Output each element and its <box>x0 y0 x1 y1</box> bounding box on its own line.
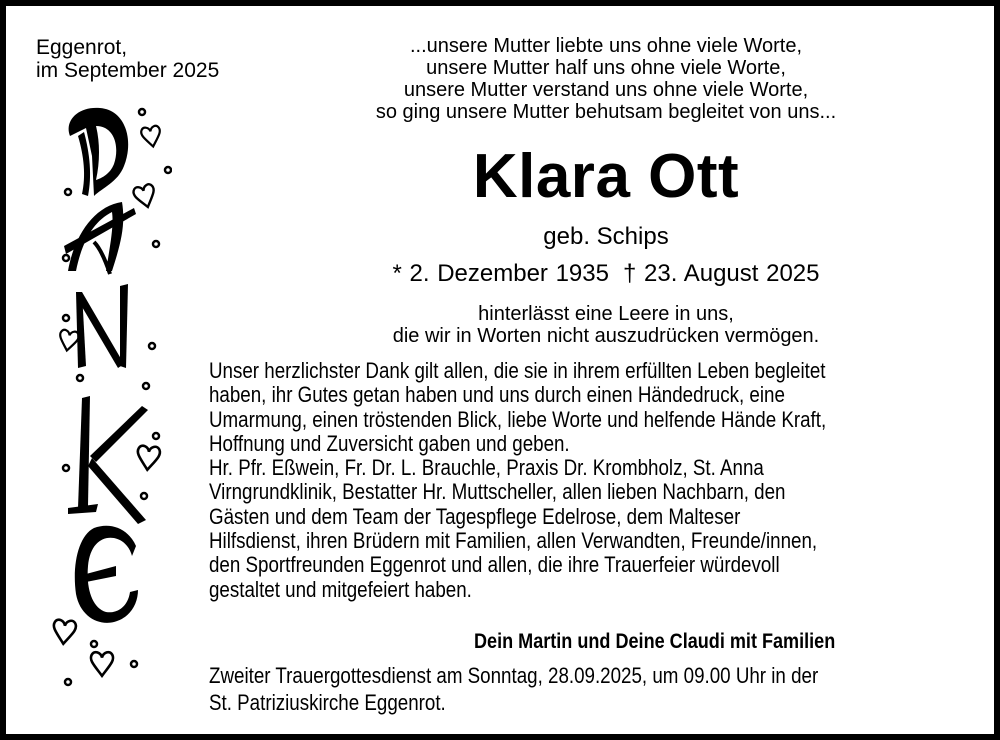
place-date <box>36 36 219 82</box>
subline <box>306 303 906 347</box>
poem-line: unsere Mutter half uns ohne viele Worte, <box>426 57 786 79</box>
deceased-name: Klara Ott <box>472 142 740 211</box>
thanks-line: Hilfsdienst, ihren Brüdern mit Familien, allen Verwandten, Freunde/innen, <box>209 528 818 554</box>
thanks-line: den Sportfreunden Eggenrot und allen, die ihre Trauerfeier würdevoll <box>209 552 780 578</box>
thanks-line: Hoffnung und Zuversicht gaben und geben. <box>209 430 570 456</box>
thanks-line: gestaltet und mitgefeiert haben. <box>209 576 472 602</box>
service-line: Zweiter Trauergottesdienst am Sonntag, 28.09.2025, um 09.00 Uhr in der <box>209 663 819 688</box>
poem-line: so ging unsere Mutter behutsam begleitet von uns... <box>375 101 837 123</box>
thanks-line: Unser herzlichster Dank gilt allen, die sie in ihrem erfüllten Leben begleitet <box>209 358 826 383</box>
thanks-line: Gästen und dem Team der Tagespflege Edelrose, dem Malteser <box>209 503 741 529</box>
subline-line: hinterlässt eine Leere in uns, <box>478 303 734 325</box>
service-info <box>209 662 818 716</box>
thanks-line: Virngrundklinik, Bestatter Hr. Muttscheller, allen lieben Nachbarn, den <box>209 479 786 505</box>
place: Eggenrot, <box>36 36 128 59</box>
thanks-line: Hr. Pfr. Eßwein, Fr. Dr. L. Brauchle, Praxis Dr. Krombholz, St. Anna <box>209 455 764 481</box>
thanks-text <box>209 359 977 602</box>
thanks-line: Umarmung, einen tröstenden Blick, liebe Worte und helfende Hände Kraft, <box>209 406 827 432</box>
thanks-line: haben, ihr Gutes getan haben und uns durch einen Händedruck, eine <box>209 382 785 408</box>
birth-date: * 2. Dezember 1935 <box>392 260 609 287</box>
poem <box>306 35 906 123</box>
death-date: † 23. August 2025 <box>622 260 820 287</box>
subline-line: die wir in Worten nicht auszudrücken vermögen. <box>392 325 820 347</box>
birth-name: geb. Schips <box>543 223 669 250</box>
danke-hearts-artwork-icon <box>38 96 172 700</box>
life-dates <box>306 260 906 288</box>
service-line: St. Patriziuskirche Eggenrot. <box>209 690 446 715</box>
poem-line: ...unsere Mutter liebte uns ohne viele Worte, <box>409 35 803 57</box>
date: im September 2025 <box>36 59 220 82</box>
signature: Dein Martin und Deine Claudi mit Familien <box>474 630 836 653</box>
poem-line: unsere Mutter verstand uns ohne viele Worte, <box>403 79 809 101</box>
